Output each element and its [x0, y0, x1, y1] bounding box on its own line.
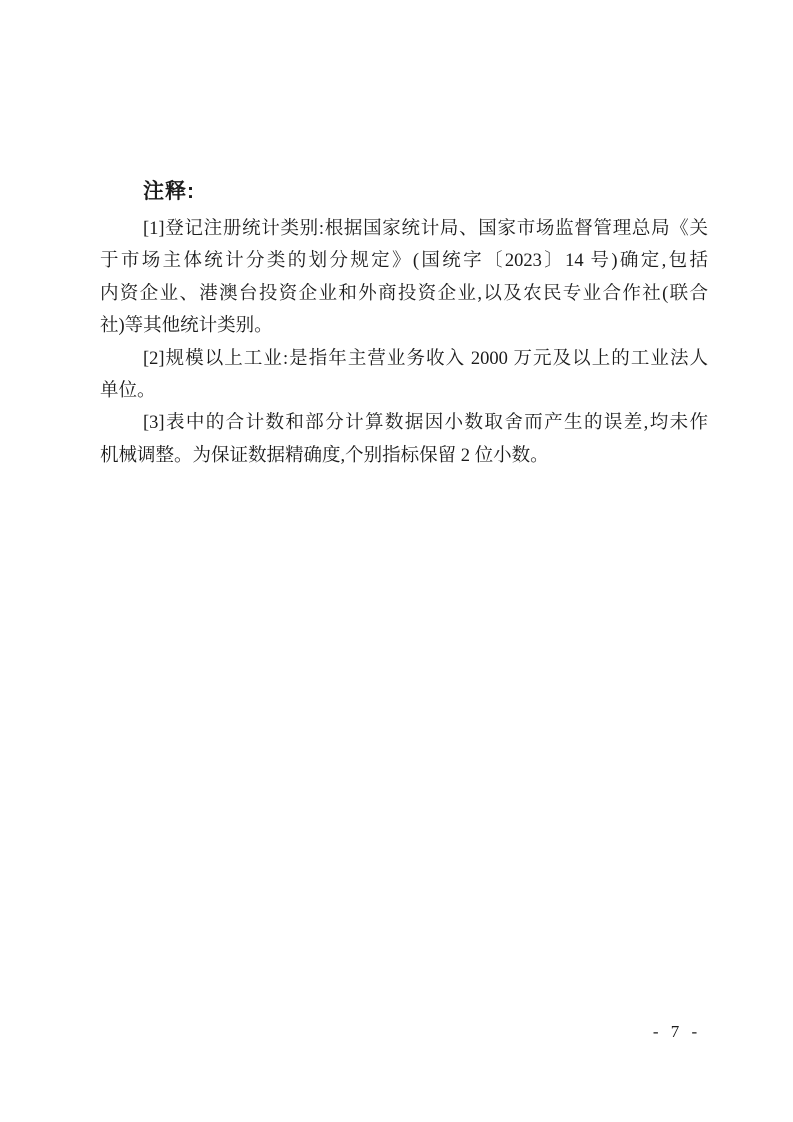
note-line: [1]登记注册统计类别:根据国家统计局、国家市场监督管理总局《关 — [143, 219, 708, 239]
notes-heading: 注释: — [143, 180, 195, 203]
note-line: 机械调整。为保证数据精确度,个别指标保留 2 位小数。 — [100, 445, 549, 466]
note-line: 内资企业、港澳台投资企业和外商投资企业,以及农民专业合作社(联合 — [100, 283, 708, 304]
note-paragraph-2 — [100, 343, 708, 408]
note-line: 社)等其他统计类别。 — [100, 316, 273, 337]
note-line: [3]表中的合计数和部分计算数据因小数取舍而产生的误差,均未作 — [143, 413, 708, 434]
note-line: [2]规模以上工业:是指年主营业务收入 2000 万元及以上的工业法人 — [143, 348, 708, 369]
note-line: 于市场主体统计分类的划分规定》(国统字〔2023〕14 号)确定,包括 — [100, 251, 708, 272]
note-line: 单位。 — [100, 381, 156, 402]
note-paragraph-3 — [100, 407, 708, 472]
notes-section — [100, 181, 708, 472]
page-number: - 7 - — [652, 1022, 700, 1041]
note-paragraph-1 — [100, 213, 708, 343]
